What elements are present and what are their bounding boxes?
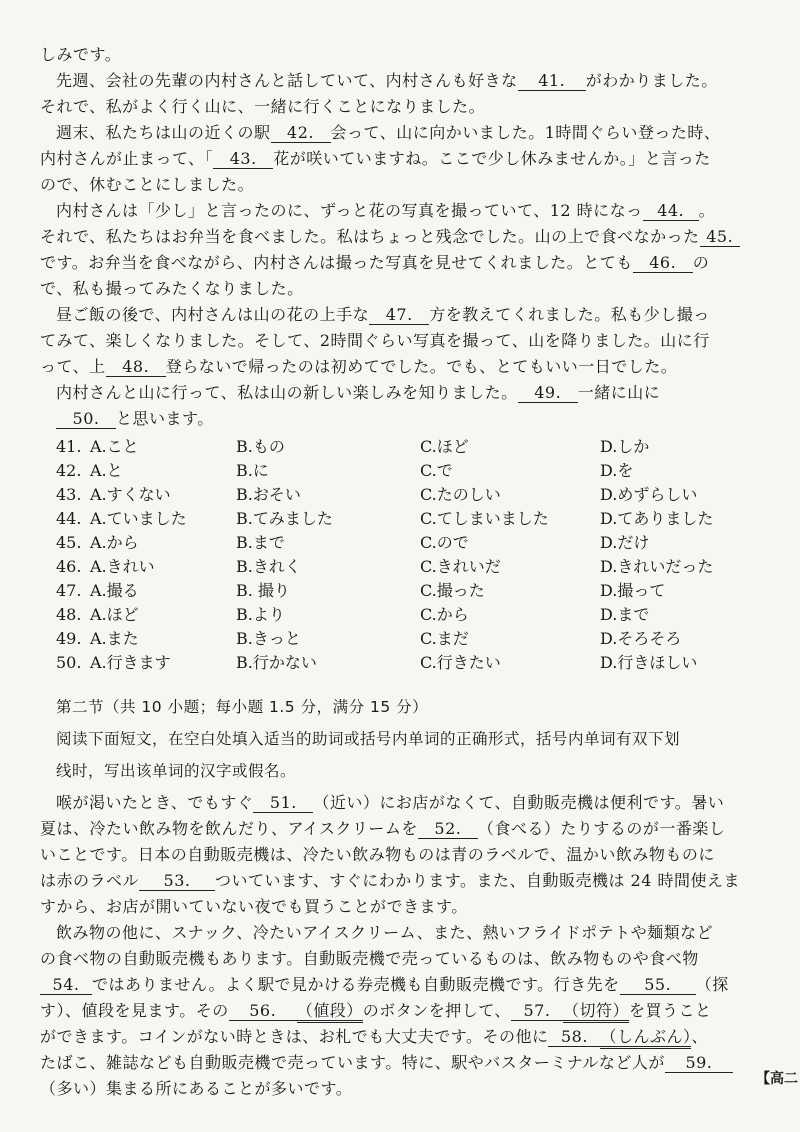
option-c[interactable]: C.撮った	[420, 581, 485, 600]
blank-52[interactable]: 52.	[418, 820, 478, 839]
option-b[interactable]: B.行かない	[236, 653, 317, 672]
passage1-line: ので、休むことにしました。	[40, 175, 255, 194]
blank-45[interactable]: 45.	[700, 228, 740, 247]
blank-55[interactable]: 55.	[620, 976, 696, 995]
option-row: 41. A.こと	[56, 437, 139, 456]
passage2-line: は赤のラベル 53. ついています、すぐにわかります。また、自動販売機は 24 時間使えま	[40, 871, 740, 890]
blank-54[interactable]: 54.	[40, 976, 92, 995]
option-b[interactable]: B.おそい	[236, 485, 301, 504]
option-b[interactable]: B.きれく	[236, 557, 301, 576]
option-a[interactable]: A.ていました	[90, 509, 187, 528]
option-c[interactable]: C.まだ	[420, 629, 469, 648]
passage2-line: ができます。コインがない時ときは、お札でも大丈夫です。その他に 58. （しんぶん）、	[40, 1026, 708, 1048]
passage2-line: 飲み物の他に、スナック、冷たいアイスクリーム、また、熱いフライドポテトや麺類など	[56, 923, 714, 942]
option-b[interactable]: B.もの	[236, 437, 285, 456]
passage2-line: 夏は、冷たい飲み物を飲んだり、アイスクリームを 52. （食べる）たりするのが一番楽し	[40, 819, 726, 838]
option-b[interactable]: B.より	[236, 605, 285, 624]
option-c[interactable]: C.から	[420, 605, 469, 624]
option-d[interactable]: D.まで	[600, 605, 650, 624]
blank-41[interactable]: 41.	[518, 72, 586, 91]
blank-49[interactable]: 49.	[518, 384, 578, 403]
passage1-line: で、私も撮ってみたくなりました。	[40, 279, 304, 298]
passage2-line: の食べ物の自動販売機もあります。自動販売機で売っているものは、飲み物ものや食べ物	[40, 949, 699, 968]
blank-51[interactable]: 51.	[253, 794, 313, 813]
option-b[interactable]: B.てみました	[236, 509, 333, 528]
option-c[interactable]: C.てしまいました	[420, 509, 549, 528]
blank-48[interactable]: 48.	[106, 358, 166, 377]
passage1-line: 内村さんが止まって、「 43. 花が咲いていますね。ここで少し休みませんか。」と言った	[40, 149, 711, 168]
option-d[interactable]: D.しか	[600, 437, 650, 456]
blank-59[interactable]: 59.	[665, 1054, 733, 1073]
passage2-line: す）、値段を見ます。その 56. （値段）のボタンを押して、 57. （切符）を買うこと	[40, 1000, 711, 1022]
option-row: 50. A.行きます	[56, 653, 171, 672]
option-row: 46. A.きれい	[56, 557, 155, 576]
option-c[interactable]: C.で	[420, 461, 453, 480]
option-row: 42. A.と	[56, 461, 123, 480]
section-instructions: 线时，写出该单词的汉字或假名。	[56, 762, 297, 780]
underlined-word-58: （しんぶん）	[600, 1027, 691, 1049]
passage1-line: です。お弁当を食べながら、内村さんは撮った写真を見せてくれました。とても 46. の	[40, 253, 710, 272]
option-row: 45. A.から	[56, 533, 139, 552]
passage1-line: しみです。	[40, 45, 122, 64]
blank-58[interactable]: 58.	[548, 1028, 600, 1047]
option-b[interactable]: B.きっと	[236, 629, 301, 648]
option-b[interactable]: B. 撮り	[236, 581, 290, 600]
option-b[interactable]: B.に	[236, 461, 269, 480]
passage1-line: って、上 48. 登らないで帰ったのは初めてでした。でも、とてもいい一日でした。	[40, 357, 678, 376]
option-c[interactable]: C.ので	[420, 533, 469, 552]
option-a[interactable]: A.こと	[90, 437, 139, 456]
option-a[interactable]: A.ほど	[90, 605, 139, 624]
blank-50[interactable]: 50.	[56, 410, 116, 429]
option-d[interactable]: D.行きほしい	[600, 653, 698, 672]
passage1-line: 50. と思います。	[56, 408, 214, 430]
option-a[interactable]: A.また	[90, 629, 139, 648]
passage2-line: すから、お店が開いていない夜でも買うことができます。	[40, 897, 468, 916]
passage2-line: （多い）集まる所にあることが多いです。	[40, 1079, 353, 1098]
blank-43[interactable]: 43.	[213, 150, 273, 169]
passage2-line: たばこ、雑誌なども自動販売機で売っています。特に、駅やバスターミナルなど人が 59.	[40, 1052, 733, 1074]
footer-tag: 【高二	[756, 1071, 798, 1087]
passage1-line: それで、私がよく行く山に、一緒に行くことになりました。	[40, 97, 486, 116]
passage1-line: 週末、私たちは山の近くの駅 42. 会って、山に向かいました。1時間ぐらい登った時、	[56, 123, 721, 142]
option-d[interactable]: D.めずらしい	[600, 485, 698, 504]
option-a[interactable]: A.から	[90, 533, 139, 552]
option-d[interactable]: D.撮って	[600, 581, 666, 600]
option-c[interactable]: C.行きたい	[420, 653, 501, 672]
passage2-line: 54. ではありません。よく駅で見かける券売機も自動販売機です。行き先を 55. （探	[40, 974, 729, 996]
blank-44[interactable]: 44.	[643, 202, 699, 221]
option-d[interactable]: D.を	[600, 461, 634, 480]
option-a[interactable]: A.すくない	[90, 485, 171, 504]
option-a[interactable]: A.行きます	[90, 653, 171, 672]
option-a[interactable]: A.撮る	[90, 581, 139, 600]
passage1-line: 内村さんは「少し」と言ったのに、ずっと花の写真を撮っていて、12 時になっ 44. 。	[56, 201, 716, 220]
option-row: 47. A.撮る	[56, 581, 139, 600]
underlined-word-57: （切符）	[563, 1001, 629, 1023]
blank-42[interactable]: 42.	[271, 124, 331, 143]
blank-47[interactable]: 47.	[369, 306, 429, 325]
blank-53[interactable]: 53.	[139, 872, 215, 891]
passage2-line: いことです。日本の自動販売機は、冷たい飲み物ものは青のラベルで、温かい飲み物ものに	[40, 845, 715, 864]
option-a[interactable]: A.と	[90, 461, 123, 480]
option-b[interactable]: B.まで	[236, 533, 285, 552]
blank-46[interactable]: 46.	[633, 254, 693, 273]
option-c[interactable]: C.きれいだ	[420, 557, 501, 576]
option-d[interactable]: D.てありました	[600, 509, 714, 528]
blank-57[interactable]: 57.	[511, 1002, 563, 1021]
passage1-line: 内村さんと山に行って、私は山の新しい楽しみを知りました。 49. 一緒に山に	[56, 383, 661, 402]
passage1-line: 昼ご飯の後で、内村さんは山の花の上手な 47. 方を教えてくれました。私も少し撮っ	[56, 305, 710, 324]
passage1-line: てみて、楽しくなりました。そして、2時間ぐらい写真を撮って、山を降りました。山に行	[40, 331, 710, 350]
option-d[interactable]: D.きれいだった	[600, 557, 714, 576]
option-c[interactable]: C.たのしい	[420, 485, 501, 504]
option-row: 43. A.すくない	[56, 485, 171, 504]
option-d[interactable]: D.だけ	[600, 533, 650, 552]
option-row: 44. A.ていました	[56, 509, 187, 528]
underlined-word-56: （値段）	[297, 1001, 363, 1023]
option-a[interactable]: A.きれい	[90, 557, 155, 576]
passage1-line: それで、私たちはお弁当を食べました。私はちょっと残念でした。山の上で食べなかった 45.	[40, 226, 740, 248]
passage2-line: 喉が渇いたとき、でもすぐ 51. （近い）にお店がなくて、自動販売機は便利です。暑い	[56, 793, 725, 812]
option-c[interactable]: C.ほど	[420, 437, 469, 456]
section-title: 第二节（共 10 小题；每小题 1.5 分，满分 15 分）	[56, 698, 429, 716]
blank-56[interactable]: 56.	[229, 1002, 297, 1021]
option-d[interactable]: D.そろそろ	[600, 629, 682, 648]
option-row: 49. A.また	[56, 629, 139, 648]
passage1-line: 先週、会社の先輩の内村さんと話していて、内村さんも好きな 41. がわかりました。	[56, 71, 718, 90]
option-row: 48. A.ほど	[56, 605, 139, 624]
section-instructions: 阅读下面短文，在空白处填入适当的助词或括号内单词的正确形式，括号内单词有双下划	[56, 730, 681, 748]
